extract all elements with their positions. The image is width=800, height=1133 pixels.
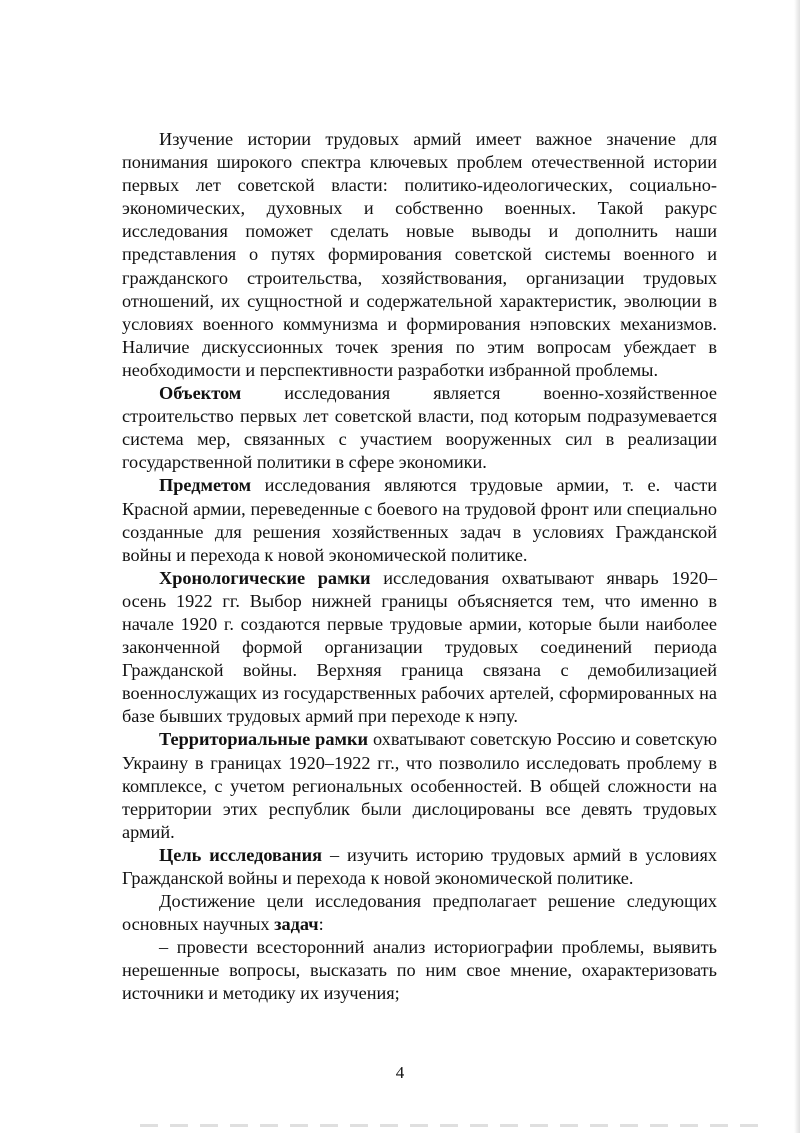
page-number: 4 bbox=[395, 1063, 405, 1082]
paragraph-goal bbox=[122, 844, 717, 890]
paragraph-tail-bold: задач bbox=[274, 914, 319, 935]
paragraph-lead: Хронологические рамки bbox=[159, 567, 371, 588]
paragraph-intro bbox=[122, 128, 717, 382]
paragraph-subject bbox=[122, 474, 717, 566]
paragraph-text: – провести всесторонний анализ историографии проблемы, выявить нерешенные вопросы, высказать по ним свое мнение, охарактеризовать источники и методику их изучения; bbox=[122, 937, 717, 1004]
document-body bbox=[122, 128, 717, 1006]
paragraph-lead: Объектом bbox=[159, 383, 242, 404]
paragraph-text: исследования охватывают январь 1920–осень 1922 гг. Выбор нижней границы объясняется тем, что именно в начале 1920 г. создаются первые трудовые армии, которые были наиболее законченной формой организации трудовых соединений периода Гражданской войны. Верхняя граница связана с демобилизацией военнослужащих из государственных рабочих артелей, сформированных на базе бывших трудовых армий при переходе к нэпу. bbox=[122, 567, 717, 727]
paragraph-text: Изучение истории трудовых армий имеет важное значение для понимания широкого спектра ключевых проблем отечественной истории первых лет советской власти: политико-идеологических, социально-экономических, духовных и собственно военных. Такой ракурс исследования поможет сделать новые выводы и дополнить наши представления о путях формирования советской системы военного и гражданского строительства, хозяйствования, организации трудовых отношений, их сущностной и содержательной характеристик, эволюции в условиях военного коммунизма и формирования нэповских механизмов. Наличие дискуссионных точек зрения по этим вопросам убеждает в необходимости и перспективности разработки избранной проблемы. bbox=[122, 129, 717, 380]
paragraph-text: – изучить историю трудовых армий в условиях Гражданской войны и перехода к новой экономической политике. bbox=[122, 844, 718, 888]
task-item bbox=[122, 936, 717, 1005]
scan-bottom-artifact bbox=[140, 1124, 760, 1127]
paragraph-lead: Территориальные рамки bbox=[159, 729, 369, 750]
paragraph-lead: Цель исследования bbox=[159, 844, 322, 865]
paragraph-text: охватывают советскую Россию и советскую Украину в границах 1920–1922 гг., что позволило исследовать проблему в комплексе, с учетом региональных особенностей. В общей сложности на территории этих республик были дислоцированы все девять трудовых армий. bbox=[122, 729, 717, 842]
paragraph-lead: Предметом bbox=[159, 475, 252, 496]
paragraph-chronology bbox=[122, 567, 717, 729]
paragraph-tasks-intro bbox=[122, 890, 717, 936]
paragraph-tail: : bbox=[318, 914, 324, 935]
paragraph-text: исследования является военно-хозяйственное строительство первых лет советской власти, под которым подразумевается система мер, связанных с участием вооруженных сил в реализации государственной политики в сфере экономики. bbox=[122, 383, 717, 473]
scan-edge-shadow bbox=[794, 0, 800, 1133]
paragraph-text: исследования являются трудовые армии, т. е. части Красной армии, переведенные с боевого на трудовой фронт или специально созданные для решения хозяйственных задач в условиях Гражданской войны и перехода к новой экономической политике. bbox=[122, 475, 717, 565]
paragraph-territory bbox=[122, 728, 717, 843]
paragraph-text: Достижение цели исследования предполагает решение следующих основных научных bbox=[122, 891, 717, 935]
paragraph-object bbox=[122, 382, 717, 474]
